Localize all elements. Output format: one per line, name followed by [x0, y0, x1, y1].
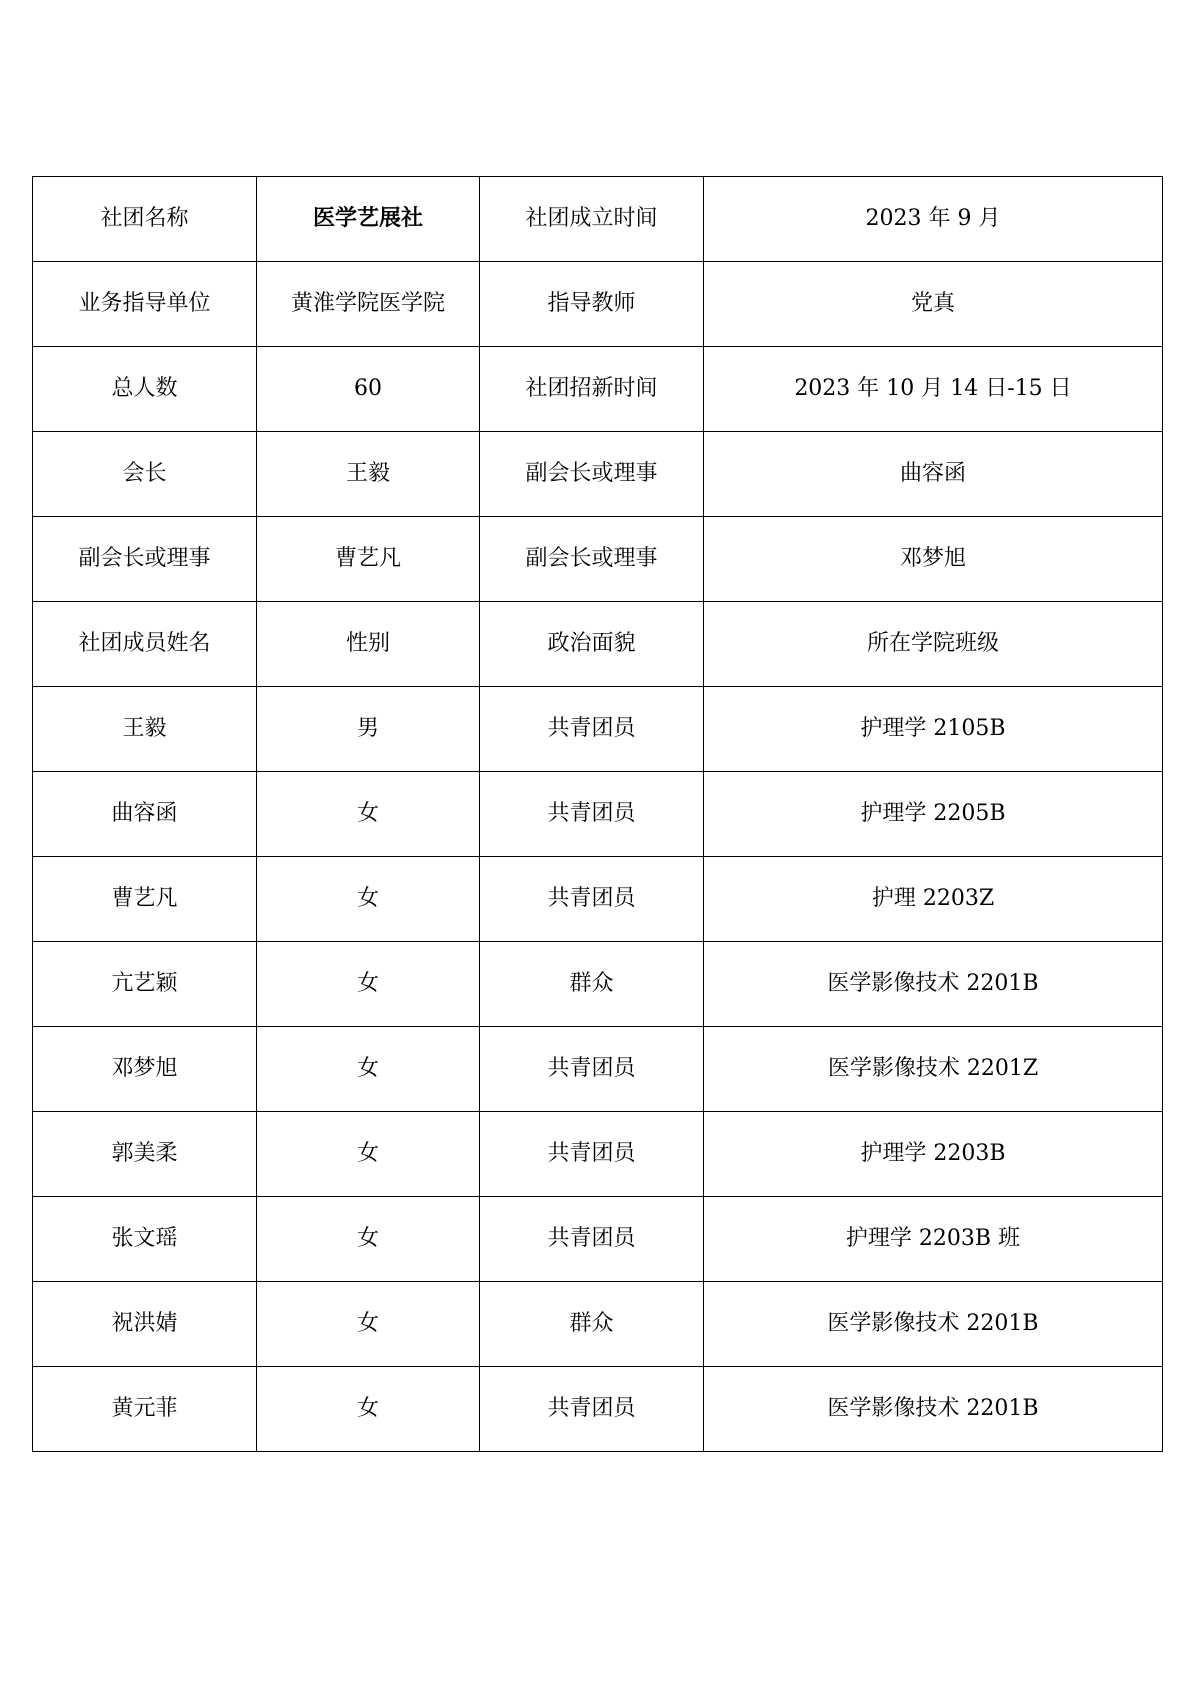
member-name: 祝洪婧: [33, 1282, 257, 1367]
founded-date-label: 社团成立时间: [480, 177, 704, 262]
member-gender: 女: [257, 1367, 480, 1452]
table-row: [33, 1027, 1163, 1112]
member-gender: 女: [257, 772, 480, 857]
member-class: 护理 2203Z: [704, 857, 1163, 942]
member-political-status: 共青团员: [480, 1112, 704, 1197]
member-political-status: 共青团员: [480, 772, 704, 857]
info-row-unit: [33, 262, 1163, 347]
column-header-political-status: 政治面貌: [480, 602, 704, 687]
table-body: [33, 177, 1163, 1452]
vice-president-label: 副会长或理事: [33, 517, 257, 602]
guidance-unit-label: 业务指导单位: [33, 262, 257, 347]
info-row-name: [33, 177, 1163, 262]
club-registration-form: [32, 176, 1162, 1452]
column-header-name: 社团成员姓名: [33, 602, 257, 687]
member-class: 护理学 2203B 班: [704, 1197, 1163, 1282]
table-row: [33, 1197, 1163, 1282]
column-header-gender: 性别: [257, 602, 480, 687]
member-class: 护理学 2203B: [704, 1112, 1163, 1197]
vice-president-label: 副会长或理事: [480, 432, 704, 517]
club-name-label: 社团名称: [33, 177, 257, 262]
table-row: [33, 1282, 1163, 1367]
vice-president-value: 曲容函: [704, 432, 1163, 517]
member-class: 医学影像技术 2201B: [704, 1282, 1163, 1367]
president-value: 王毅: [257, 432, 480, 517]
column-header-college-class: 所在学院班级: [704, 602, 1163, 687]
guidance-unit-value: 黄淮学院医学院: [257, 262, 480, 347]
member-name: 亢艺颖: [33, 942, 257, 1027]
members-header-row: [33, 602, 1163, 687]
member-class: 医学影像技术 2201B: [704, 1367, 1163, 1452]
member-name: 张文瑶: [33, 1197, 257, 1282]
member-gender: 女: [257, 1112, 480, 1197]
table-row: [33, 857, 1163, 942]
member-gender: 男: [257, 687, 480, 772]
member-gender: 女: [257, 942, 480, 1027]
member-political-status: 共青团员: [480, 1197, 704, 1282]
member-gender: 女: [257, 857, 480, 942]
member-name: 黄元菲: [33, 1367, 257, 1452]
table-row: [33, 942, 1163, 1027]
vice-president-value: 邓梦旭: [704, 517, 1163, 602]
member-name: 邓梦旭: [33, 1027, 257, 1112]
member-name: 曲容函: [33, 772, 257, 857]
table-row: [33, 1112, 1163, 1197]
recruit-time-value: 2023 年 10 月 14 日-15 日: [704, 347, 1163, 432]
advisor-label: 指导教师: [480, 262, 704, 347]
table-row: [33, 687, 1163, 772]
member-class: 护理学 2105B: [704, 687, 1163, 772]
member-name: 曹艺凡: [33, 857, 257, 942]
member-class: 医学影像技术 2201B: [704, 942, 1163, 1027]
advisor-value: 党真: [704, 262, 1163, 347]
info-row-vice: [33, 517, 1163, 602]
vice-president-label: 副会长或理事: [480, 517, 704, 602]
member-class: 医学影像技术 2201Z: [704, 1027, 1163, 1112]
member-name: 郭美柔: [33, 1112, 257, 1197]
founded-date-value: 2023 年 9 月: [704, 177, 1163, 262]
table-row: [33, 1367, 1163, 1452]
member-gender: 女: [257, 1282, 480, 1367]
member-political-status: 共青团员: [480, 1027, 704, 1112]
info-row-total: [33, 347, 1163, 432]
member-gender: 女: [257, 1027, 480, 1112]
table-row: [33, 772, 1163, 857]
recruit-time-label: 社团招新时间: [480, 347, 704, 432]
member-political-status: 群众: [480, 942, 704, 1027]
president-label: 会长: [33, 432, 257, 517]
club-name-value: 医学艺展社: [257, 177, 480, 262]
member-political-status: 群众: [480, 1282, 704, 1367]
total-members-value: 60: [257, 347, 480, 432]
member-political-status: 共青团员: [480, 687, 704, 772]
member-political-status: 共青团员: [480, 1367, 704, 1452]
vice-president-value: 曹艺凡: [257, 517, 480, 602]
total-members-label: 总人数: [33, 347, 257, 432]
club-info-table: [32, 176, 1163, 1452]
info-row-president: [33, 432, 1163, 517]
member-class: 护理学 2205B: [704, 772, 1163, 857]
member-name: 王毅: [33, 687, 257, 772]
member-political-status: 共青团员: [480, 857, 704, 942]
member-gender: 女: [257, 1197, 480, 1282]
